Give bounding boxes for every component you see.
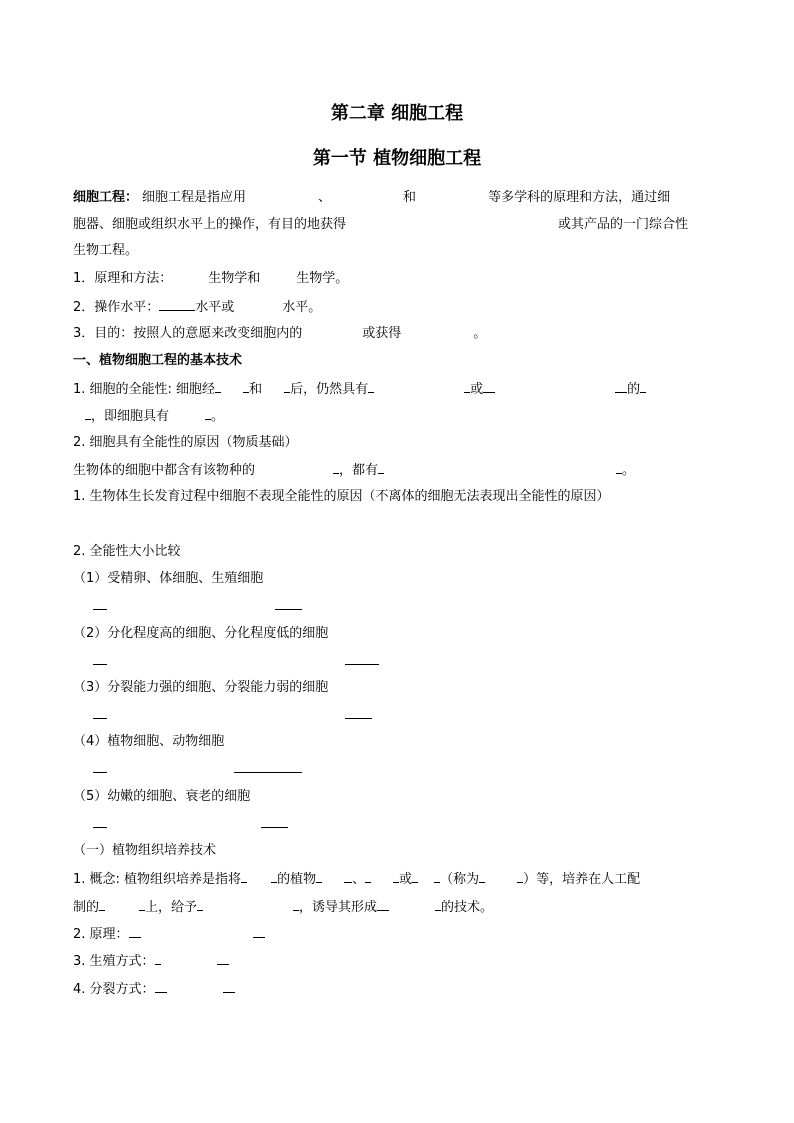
intro-text-4: 等多学科的原理和方法，通过细: [488, 190, 671, 205]
concept-text-i: ，诱导其形成: [299, 900, 378, 915]
basic-item-1-text: 生物学和: [208, 271, 261, 286]
basic-item-1-end: 生物学。: [296, 271, 349, 286]
answer-blank[interactable]: [261, 815, 288, 828]
answer-blank[interactable]: [345, 706, 372, 719]
concept-text-g: 制的: [73, 900, 100, 915]
basic-item-1: [73, 270, 348, 288]
intro-line-2: [73, 216, 688, 234]
concept-text-d: 或: [399, 872, 413, 887]
intro-text-6: 或其产品的一门综合性: [558, 217, 689, 232]
chapter-title: 第二章 细胞工程: [330, 103, 464, 124]
concept-text-a: 1. 概念: 植物组织培养是指将: [73, 872, 242, 887]
compare-item-3: （3）分裂能力强的细胞、分裂能力弱的细胞: [73, 680, 329, 695]
blank-line[interactable]: [159, 298, 195, 311]
intro-text-2: 、: [318, 190, 332, 205]
answer-blank[interactable]: [129, 925, 141, 938]
basic-item-1-label: 1．原理和方法：: [73, 271, 173, 286]
answer-blank[interactable]: [234, 760, 302, 773]
concept-text-j: 的技术。: [441, 900, 494, 915]
q3-title: 1. 生物体生长发育过程中细胞不表现全能性的原因（不离体的细胞无法表现出全能性的原因）: [73, 489, 610, 504]
q1-text-e: 的: [627, 382, 641, 397]
part1-heading: 一、植物细胞工程的基本技术: [73, 353, 243, 368]
intro-line-3: 生物工程。: [73, 243, 139, 258]
basic-item-3-end: 。: [473, 326, 487, 341]
basic-item-2-end: 水平。: [282, 300, 322, 315]
q1-text-g: 。: [211, 409, 225, 424]
tissue-culture-heading: （一）植物组织培养技术: [73, 843, 217, 858]
q1-text-f: ，即细胞具有: [91, 409, 170, 424]
compare-item-5: （5）幼嫩的细胞、衰老的细胞: [73, 789, 251, 804]
answer-blank[interactable]: [217, 952, 229, 965]
compare-item-2: （2）分化程度高的细胞、分化程度低的细胞: [73, 626, 329, 641]
concept-line-2: [73, 898, 493, 917]
compare-item-1: （1）受精卵、体细胞、生殖细胞: [73, 571, 264, 586]
reproduction-line: [73, 952, 229, 971]
reproduction-label: 3. 生殖方式：: [73, 954, 155, 969]
division-label: 4. 分裂方式：: [73, 982, 155, 997]
intro-text-3: 和: [403, 190, 417, 205]
q2-title: 2. 细胞具有全能性的原因（物质基础）: [73, 435, 298, 450]
basic-item-2-label: 2．操作水平：: [73, 300, 160, 315]
answer-blank[interactable]: [93, 815, 107, 828]
answer-blank[interactable]: [93, 652, 107, 665]
answer-blank[interactable]: [275, 597, 302, 610]
concept-text-h: 上，给予: [145, 900, 198, 915]
concept-text-b: 的植物: [277, 872, 317, 887]
principle-label: 2. 原理：: [73, 927, 129, 942]
intro-term: 细胞工程：: [73, 190, 139, 205]
division-line: [73, 980, 235, 999]
answer-blank[interactable]: [93, 597, 107, 610]
intro-line-1: [73, 189, 670, 207]
answer-blank[interactable]: [155, 980, 167, 993]
compare-item-4: （4）植物细胞、动物细胞: [73, 734, 225, 749]
concept-text-f: ）等，培养在人工配: [523, 872, 641, 887]
concept-text-c: 、: [352, 872, 366, 887]
intro-text-1: 细胞工程是指应用: [142, 190, 247, 205]
q2-text-c: 。: [622, 463, 636, 478]
intro-text-5: 胞器、细胞或组织水平上的操作，有目的地获得: [73, 217, 347, 232]
q2-text-b: ，都有: [339, 463, 379, 478]
answer-blank[interactable]: [223, 980, 235, 993]
basic-item-3-text: 或获得: [362, 326, 402, 341]
q4-title: 2. 全能性大小比较: [73, 544, 181, 559]
concept-line-1: [73, 870, 640, 889]
principle-line: [73, 925, 265, 944]
q1-line-1: [73, 380, 646, 399]
q1-line-2: [73, 407, 224, 426]
q1-text-c: 后，仍然具有: [290, 382, 369, 397]
q2-text-a: 生物体的细胞中都含有该物种的: [73, 463, 256, 478]
q1-text-b: 和: [249, 382, 263, 397]
section-title: 第一节 植物细胞工程: [312, 148, 482, 169]
basic-item-2-text: 水平或: [195, 300, 235, 315]
answer-blank[interactable]: [155, 952, 161, 965]
answer-blank[interactable]: [93, 706, 107, 719]
answer-blank[interactable]: [93, 760, 107, 773]
basic-item-3-label: 3．目的：按照人的意愿来改变细胞内的: [73, 326, 303, 341]
q2-line: [73, 461, 635, 480]
answer-blank[interactable]: [345, 652, 379, 665]
answer-blank[interactable]: [253, 925, 265, 938]
basic-item-2: [73, 298, 321, 317]
basic-item-3: [73, 325, 486, 343]
q1-text-a: 1. 细胞的全能性: 细胞经: [73, 382, 216, 397]
concept-text-e: （称为: [440, 872, 480, 887]
q1-text-d: 或: [470, 382, 484, 397]
